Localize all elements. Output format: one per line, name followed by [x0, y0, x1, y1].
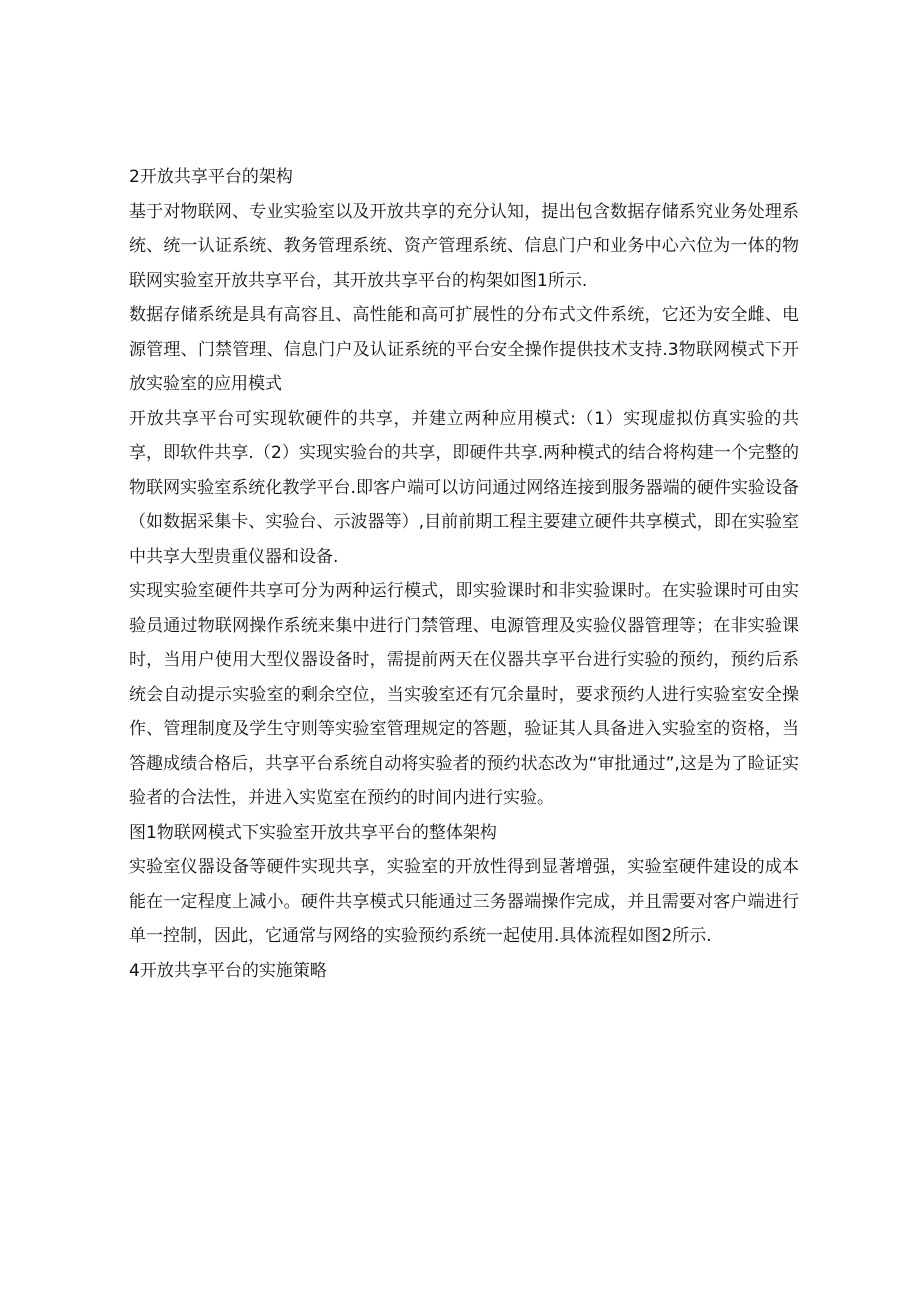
section-heading-strategy: 4开放共享平台的实施策略 — [129, 960, 327, 981]
paragraph-hardware-sharing-benefits: 实验室仪器设备等硬件实现共享，实验室的开放性得到显著增强，实验室硬件建设的成本能在一定程度上减小。硬件共享模式只能通过三务器端操作完成，并且需要对客户端进行单一控制，因此，它通常与网络的实验预约系统一起使用.具体流程如图2所示. — [129, 857, 799, 946]
paragraph-application-modes: 开放共享平台可实现软硬件的共享，并建立两种应用模式:（1）实现虚拟仿真实验的共享，即软件共享.（2）实现实验台的共享，即硬件共享.两种模式的结合将构建一个完整的物联网实验室系统化教学平台.即客户端可以访问通过网络连接到服务器端的硬件实验设备（如数据采集卡、实验台、示波器等）,目前前期工程主要建立硬件共享模式，即在实验室中共享大型贵重仪器和设备. — [129, 408, 799, 567]
figure-caption: 图1物联网模式下实验室开放共享平台的整体架构 — [129, 822, 497, 843]
paragraph-platform-overview: 基于对物联网、专业实验室以及开放共享的充分认知，提出包含数据存储系究业务处理系统、统一认证系统、教务管理系统、资产管理系统、信息门户和业务中心六位为一体的物联网实验室开放共享平台，其开放共享平台的构架如图1所示. — [129, 201, 799, 291]
paragraph-data-storage: 数据存储系统是具有高容且、高性能和高可扩展性的分布式文件系统，它还为安全雌、电源管理、门禁管理、信息门户及认证系统的平台安全操作提供技术支持.3物联网模式下开放实验室的应用模式 — [129, 305, 799, 394]
section-heading-architecture: 2开放共享平台的架构 — [129, 167, 293, 187]
paragraph-hardware-sharing-modes: 实现实验室硬件共享可分为两种运行模式，即实验课时和非实验课时。在实验课时可由实验员通过物联网操作系统来集中进行门禁管理、电源管理及实验仪器管理等；在非实验课时，当用户使用大型仪器设备时，需提前两天在仪器共享平台进行实验的预约，预约后系统会自动提示实验室的剩余空位，当实骏室还有冗余量时，要求预约人进行实验室安全操作、管理制度及学生守则等实验室管理规定的答题，验证其人具备进入实验室的资格，当答趣成绩合格后，共享平台系统自动将实验者的预约状态改为“审批通过”,这是为了睑证实验者的合法性，并进入实览室在预约的时间内进行实验。 — [129, 581, 799, 808]
document-body — [129, 160, 799, 988]
